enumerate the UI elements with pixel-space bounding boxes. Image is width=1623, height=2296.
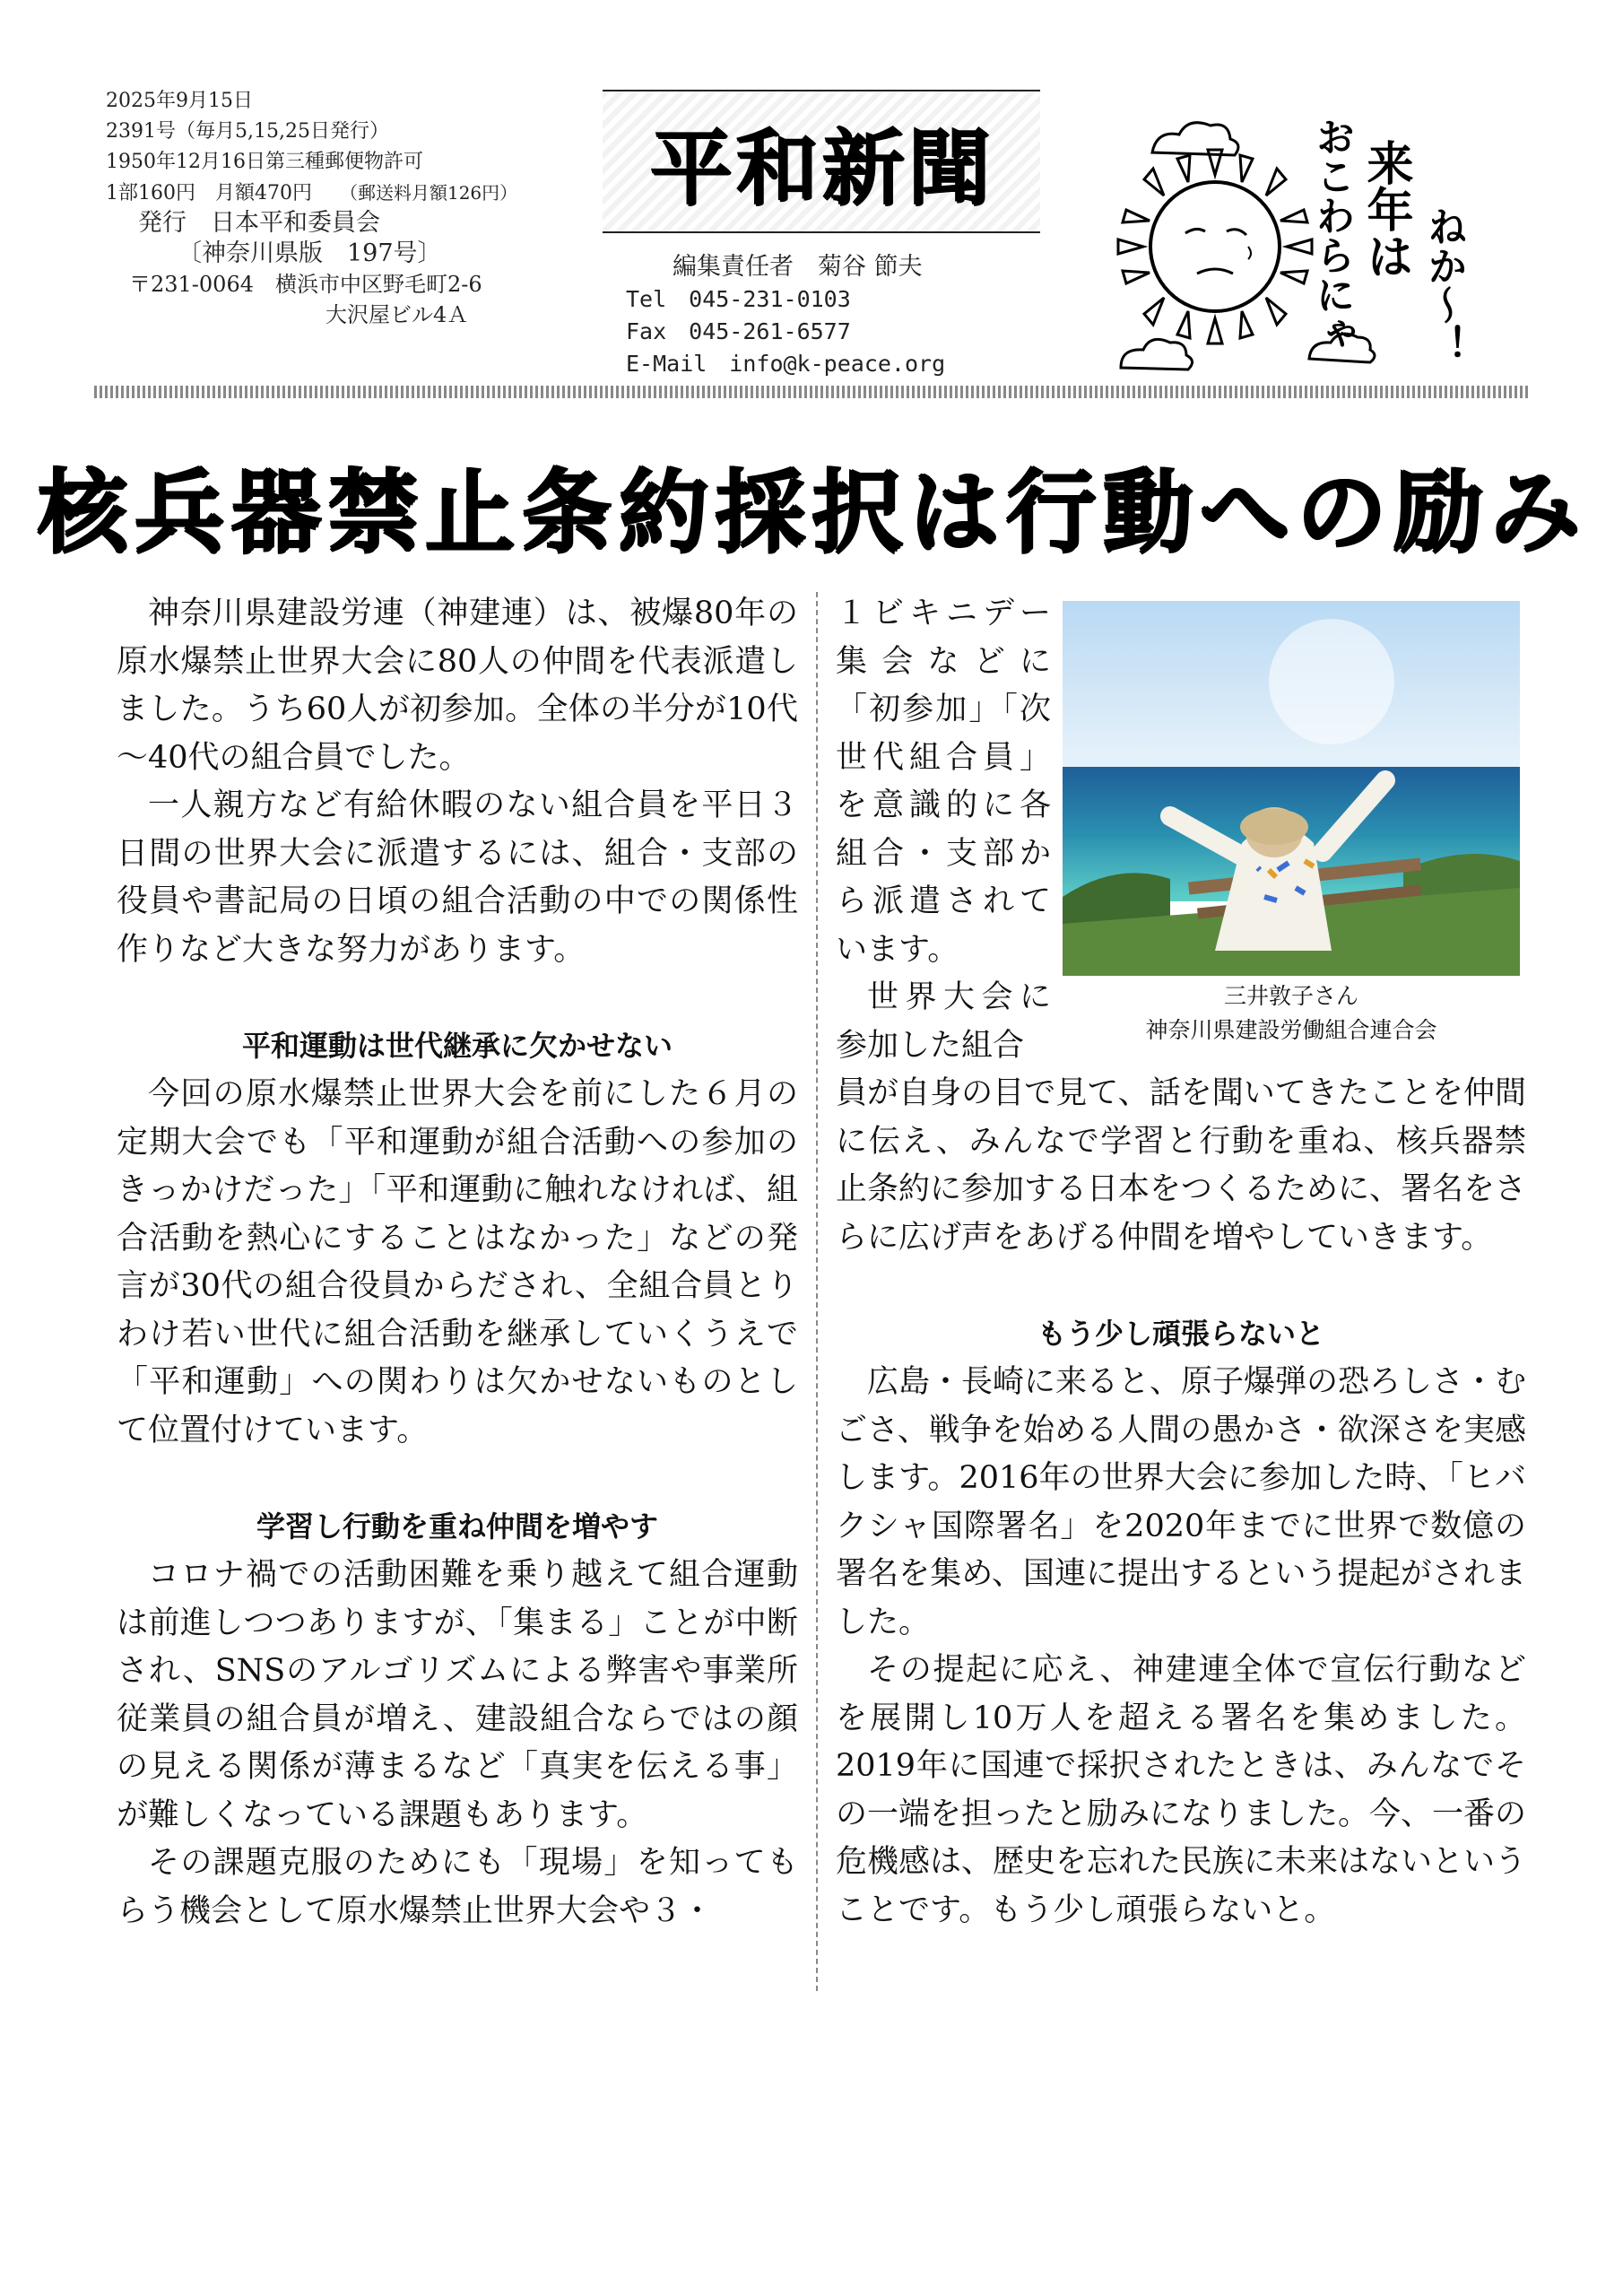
paragraph: 神奈川県建設労連（神建連）は、被爆80年の原水爆禁止世界大会に80人の仲間を代表派遣しました。うち60人が初参加。全体の半分が10代～40代の組合員でした。 — [117, 596, 798, 776]
contact-info — [626, 251, 945, 380]
sun-icon — [1118, 150, 1312, 344]
ocean-photo — [1063, 601, 1520, 976]
masthead — [603, 90, 1040, 233]
paragraph: その提起に応え、神建連全体で宣伝行動などを展開し10万人を超える署名を集めました。2019年に国連で採択されたときは、みんなでその一端を担ったと励みになりました。今、一番の危機感は、歴史を忘れた民族に未来はないということです。もう少し頑張らないと。 — [836, 1652, 1527, 1928]
headline: 核兵器禁止条約採択は行動への励み — [37, 459, 1586, 564]
issue-info — [106, 86, 608, 330]
paragraph: その課題克服のためにも「現場」を知ってもらう機会として原水爆禁止世界大会や３・ — [117, 1845, 798, 1929]
price: 1部160円 月額470円 — [106, 182, 312, 204]
fax: Fax 045-261-6577 — [626, 318, 851, 344]
postage: （郵送料月額126円） — [339, 182, 518, 204]
caption-org: 神奈川県建設労働組合連合会 — [1145, 1017, 1437, 1043]
mail-permit: 1950年12月16日第三種郵便物許可 — [106, 151, 423, 173]
issue-date: 2025年9月15日 — [106, 90, 253, 112]
subheading: もう少し頑張らないと — [1037, 1317, 1324, 1351]
issue-number: 2391号（毎月5,15,25日発行） — [106, 120, 389, 143]
address: 〒231-0064 横浜市中区野毛町2-6 — [129, 272, 482, 297]
paragraph: 今回の原水爆禁止世界大会を前にした６月の定期大会でも「平和運動が組合活動への参加のきっかけだった」「平和運動に触れなければ、組合活動を熱心にすることはなかった」などの発言が30代の組合役員からだされ、全組合員とりわけ若い世代に組合活動を継承していくうえで「平和運動」への関わりは欠かせないものとして位置付けています。 — [117, 1076, 798, 1448]
paragraph: 広島・長崎に来ると、原子爆弾の恐ろしさ・むごさ、戦争を始める人間の愚かさ・欲深さを実感します。2016年の世界大会に参加した時、「ヒバクシャ国際署名」を2020年までに世界で数億の署名を集め、国連に提出するという提起がされました。 — [836, 1364, 1527, 1640]
column-divider — [816, 592, 818, 1991]
editor: 編集責任者 菊谷 節夫 — [673, 253, 923, 281]
subheading: 平和運動は世代継承に欠かせない — [241, 1029, 673, 1063]
spacer — [836, 1262, 1526, 1309]
masthead-title: 平和新聞 — [648, 120, 994, 216]
email: E-Mail info@k-peace.org — [626, 351, 946, 377]
paragraph: 世界大会に参加した組合 — [836, 979, 1051, 1064]
slogan-line-3: ねか～！ — [1420, 206, 1467, 364]
subheading: 学習し行動を重ね仲間を増やす — [256, 1509, 658, 1544]
header-divider — [94, 386, 1529, 398]
caption-name: 三井敦子さん — [1223, 983, 1358, 1009]
paragraph: １ビキニデー集会などに「初参加」「次世代組合員」を意識的に各組合・支部から派遣されています。 — [836, 596, 1051, 968]
tel: Tel 045-231-0103 — [626, 286, 851, 312]
building: 大沢屋ビル4Ａ — [325, 302, 469, 327]
slogan-line-1: 来年は — [1358, 139, 1412, 279]
sun-slogan-logo — [1103, 90, 1524, 377]
left-column — [117, 590, 798, 1935]
spacer — [117, 974, 798, 1022]
publisher: 発行 日本平和委員会 — [138, 209, 380, 237]
paragraph: 一人親方など有給休暇のない組合員を平日３日間の世界大会に派遣するには、組合・支部の役員や書記局の日頃の組合活動の中での関係性作りなど大きな努力があります。 — [117, 787, 798, 968]
slogan-line-2: おこわらにゃ — [1308, 117, 1355, 353]
spacer — [117, 1455, 798, 1502]
paragraph: 員が自身の目で見て、話を聞いてきたことを仲間に伝え、みんなで学習と行動を重ね、核兵器禁止条約に参加する日本をつくるために、署名をさらに広げ声をあげる仲間を増やしていきます。 — [836, 1075, 1527, 1256]
price-line — [106, 178, 608, 208]
paragraph: コロナ禍での活動困難を乗り越えて組合運動は前進しつつありますが、「集まる」ことが中断され、SNSのアルゴリズムによる弊害や事業所従業員の組合員が増え、建設組合ならではの顔の見える関係が薄まるなど「真実を伝える事」が難しくなっている課題もあります。 — [117, 1557, 798, 1833]
right-column-wide — [836, 1070, 1526, 1935]
photo-caption — [1063, 979, 1520, 1048]
right-column-narrow — [836, 590, 1051, 1070]
edition: 〔神奈川県版 197号〕 — [178, 239, 442, 267]
